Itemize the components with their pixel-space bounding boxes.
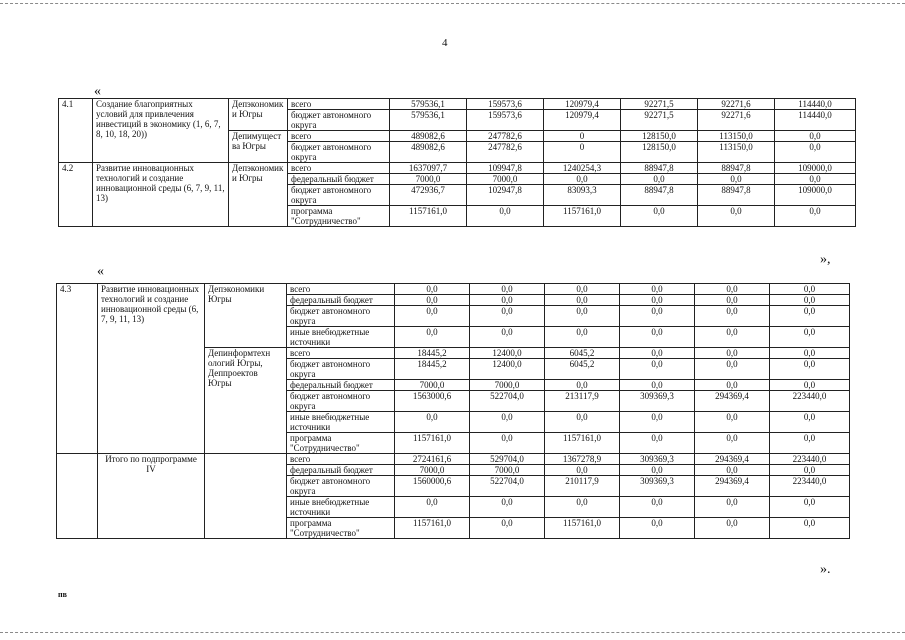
value-cell: 7000,0	[470, 380, 545, 391]
value-cell: 114440,0	[775, 99, 856, 110]
value-cell: 0,0	[620, 359, 695, 380]
value-cell: 0,0	[770, 284, 850, 295]
value-cell: 0,0	[545, 306, 620, 327]
value-cell: 0,0	[770, 433, 850, 454]
table-subprogram-measures-4-1-4-2	[58, 98, 856, 227]
value-cell: 0,0	[775, 131, 856, 142]
value-cell: 0,0	[470, 497, 545, 518]
table-subprogram-measure-4-3-and-total	[56, 283, 850, 539]
funding-source: бюджет автономного округа	[287, 359, 395, 380]
scan-bottom-edge	[0, 632, 905, 633]
value-cell: 0,0	[770, 497, 850, 518]
value-cell: 0,0	[775, 174, 856, 185]
value-cell: 120979,4	[544, 110, 621, 131]
value-cell: 0,0	[620, 433, 695, 454]
value-cell: 0,0	[545, 284, 620, 295]
table-row	[57, 454, 850, 465]
funding-source: федеральный бюджет	[287, 465, 395, 476]
value-cell: 109947,8	[467, 163, 544, 174]
value-cell: 88947,8	[621, 163, 698, 174]
value-cell: 1367278,9	[545, 454, 620, 465]
value-cell: 0,0	[695, 412, 770, 433]
opening-quote-2: «	[97, 264, 104, 279]
value-cell: 6045,2	[545, 359, 620, 380]
value-cell: 0,0	[695, 465, 770, 476]
funding-source: бюджет автономного округа	[287, 306, 395, 327]
funding-source: бюджет автономного округа	[288, 185, 390, 206]
value-cell: 0,0	[770, 359, 850, 380]
value-cell: 83093,3	[544, 185, 621, 206]
value-cell: 0,0	[770, 306, 850, 327]
value-cell: 0,0	[620, 518, 695, 539]
value-cell: 12400,0	[470, 348, 545, 359]
value-cell: 0,0	[698, 206, 775, 227]
value-cell: 0,0	[695, 497, 770, 518]
value-cell: 0,0	[470, 518, 545, 539]
value-cell: 109000,0	[775, 185, 856, 206]
value-cell: 1157161,0	[395, 433, 470, 454]
executor: Депэкономики Югры	[205, 284, 287, 348]
value-cell: 0,0	[695, 348, 770, 359]
value-cell: 0,0	[620, 306, 695, 327]
value-cell: 102947,8	[467, 185, 544, 206]
value-cell: 472936,7	[390, 185, 467, 206]
value-cell: 0,0	[620, 327, 695, 348]
value-cell: 294369,4	[695, 454, 770, 465]
value-cell: 223440,0	[770, 454, 850, 465]
funding-source: иные внебюджетные источники	[287, 412, 395, 433]
value-cell: 92271,5	[621, 110, 698, 131]
funding-source: федеральный бюджет	[288, 174, 390, 185]
opening-quote-1: «	[94, 84, 101, 99]
footer-tag: пв	[58, 590, 67, 599]
value-cell: 0,0	[770, 465, 850, 476]
table-row	[59, 163, 856, 174]
value-cell: 12400,0	[470, 359, 545, 380]
value-cell: 210117,9	[545, 476, 620, 497]
value-cell: 7000,0	[395, 380, 470, 391]
value-cell: 159573,6	[467, 110, 544, 131]
funding-source: бюджет автономного округа	[287, 476, 395, 497]
value-cell: 0,0	[698, 174, 775, 185]
value-cell: 114440,0	[775, 110, 856, 131]
row-number-empty	[57, 454, 98, 539]
funding-source: бюджет автономного округа	[288, 110, 390, 131]
table-row	[59, 99, 856, 110]
funding-source: программа "Сотрудничество"	[287, 518, 395, 539]
value-cell: 0,0	[695, 359, 770, 380]
value-cell: 113150,0	[698, 131, 775, 142]
value-cell: 0,0	[695, 518, 770, 539]
table-row	[57, 284, 850, 295]
funding-source: всего	[287, 454, 395, 465]
value-cell: 223440,0	[770, 476, 850, 497]
value-cell: 1157161,0	[544, 206, 621, 227]
value-cell: 128150,0	[621, 131, 698, 142]
value-cell: 0,0	[545, 380, 620, 391]
measure-name: Создание благоприятных условий для привлечения инвестиций в экономику (1, 6, 7, 8, 10, 18, 20))	[93, 99, 229, 163]
value-cell: 1157161,0	[390, 206, 467, 227]
value-cell: 0,0	[770, 327, 850, 348]
value-cell: 294369,4	[695, 476, 770, 497]
value-cell: 0,0	[775, 206, 856, 227]
value-cell: 6045,2	[545, 348, 620, 359]
value-cell: 0,0	[770, 518, 850, 539]
value-cell: 113150,0	[698, 142, 775, 163]
value-cell: 0,0	[545, 412, 620, 433]
value-cell: 0,0	[544, 174, 621, 185]
value-cell: 120979,4	[544, 99, 621, 110]
value-cell: 0,0	[470, 327, 545, 348]
value-cell: 309369,3	[620, 476, 695, 497]
value-cell: 0,0	[620, 284, 695, 295]
value-cell: 522704,0	[470, 391, 545, 412]
value-cell: 88947,8	[698, 185, 775, 206]
value-cell: 0,0	[620, 497, 695, 518]
executor: Депимущест ва Югры	[229, 131, 288, 163]
executor: Депинформтехн ологий Югры, Деппроектов Югры	[205, 348, 287, 454]
value-cell: 92271,6	[698, 110, 775, 131]
value-cell: 1157161,0	[395, 518, 470, 539]
funding-source: всего	[288, 99, 390, 110]
scan-top-edge	[0, 3, 905, 4]
value-cell: 0,0	[545, 295, 620, 306]
value-cell: 0,0	[770, 412, 850, 433]
value-cell: 0,0	[470, 295, 545, 306]
row-number: 4.3	[57, 284, 98, 454]
value-cell: 1157161,0	[545, 518, 620, 539]
value-cell: 0,0	[620, 295, 695, 306]
value-cell: 7000,0	[390, 174, 467, 185]
value-cell: 88947,8	[621, 185, 698, 206]
funding-source: федеральный бюджет	[287, 380, 395, 391]
funding-source: федеральный бюджет	[287, 295, 395, 306]
funding-source: бюджет автономного округа	[287, 391, 395, 412]
value-cell: 0,0	[395, 295, 470, 306]
page-number: 4	[442, 37, 448, 49]
value-cell: 7000,0	[395, 465, 470, 476]
funding-source: иные внебюджетные источники	[287, 497, 395, 518]
value-cell: 0,0	[620, 465, 695, 476]
value-cell: 579536,1	[390, 99, 467, 110]
value-cell: 0,0	[395, 306, 470, 327]
value-cell: 92271,6	[698, 99, 775, 110]
value-cell: 88947,8	[698, 163, 775, 174]
value-cell: 0,0	[695, 295, 770, 306]
value-cell: 1157161,0	[545, 433, 620, 454]
value-cell: 109000,0	[775, 163, 856, 174]
value-cell: 0,0	[395, 284, 470, 295]
executor-empty	[205, 454, 287, 539]
value-cell: 213117,9	[545, 391, 620, 412]
row-number: 4.1	[59, 99, 93, 163]
value-cell: 0	[544, 142, 621, 163]
funding-source: программа "Сотрудничество"	[287, 433, 395, 454]
value-cell: 522704,0	[470, 476, 545, 497]
value-cell: 0,0	[545, 327, 620, 348]
value-cell: 247782,6	[467, 131, 544, 142]
funding-source: иные внебюджетные источники	[287, 327, 395, 348]
value-cell: 0,0	[770, 380, 850, 391]
value-cell: 18445,2	[395, 359, 470, 380]
value-cell: 0,0	[545, 465, 620, 476]
value-cell: 294369,4	[695, 391, 770, 412]
funding-source: всего	[288, 163, 390, 174]
value-cell: 0,0	[470, 412, 545, 433]
row-number: 4.2	[59, 163, 93, 227]
value-cell: 489082,6	[390, 131, 467, 142]
value-cell: 529704,0	[470, 454, 545, 465]
value-cell: 223440,0	[770, 391, 850, 412]
value-cell: 1560000,6	[395, 476, 470, 497]
value-cell: 92271,5	[621, 99, 698, 110]
closing-quote-2: ».	[820, 562, 831, 577]
value-cell: 0,0	[395, 497, 470, 518]
value-cell: 1637097,7	[390, 163, 467, 174]
funding-source: программа "Сотрудничество"	[288, 206, 390, 227]
value-cell: 0,0	[695, 306, 770, 327]
value-cell: 0,0	[695, 433, 770, 454]
value-cell: 0,0	[775, 142, 856, 163]
value-cell: 489082,6	[390, 142, 467, 163]
value-cell: 159573,6	[467, 99, 544, 110]
value-cell: 1240254,3	[544, 163, 621, 174]
value-cell: 309369,3	[620, 391, 695, 412]
value-cell: 128150,0	[621, 142, 698, 163]
value-cell: 1563000,6	[395, 391, 470, 412]
value-cell: 18445,2	[395, 348, 470, 359]
funding-source: всего	[287, 348, 395, 359]
value-cell: 0,0	[470, 433, 545, 454]
value-cell: 0,0	[470, 284, 545, 295]
value-cell: 0,0	[395, 327, 470, 348]
value-cell: 309369,3	[620, 454, 695, 465]
value-cell: 0,0	[770, 295, 850, 306]
value-cell: 0,0	[620, 348, 695, 359]
value-cell: 0,0	[695, 327, 770, 348]
value-cell: 0,0	[470, 306, 545, 327]
value-cell: 0,0	[621, 206, 698, 227]
total-name: Итого по подпрограмме IV	[98, 454, 205, 539]
measure-name: Развитие инновационных технологий и создание инновационной среды (6, 7, 9, 11, 13)	[98, 284, 205, 454]
value-cell: 0,0	[620, 412, 695, 433]
funding-source: всего	[287, 284, 395, 295]
value-cell: 0,0	[695, 284, 770, 295]
value-cell: 7000,0	[470, 465, 545, 476]
executor: Депэкономик и Югры	[229, 99, 288, 131]
value-cell: 0,0	[545, 497, 620, 518]
measure-name: Развитие инновационных технологий и создание инновационной среды (6, 7, 9, 11, 13)	[93, 163, 229, 227]
value-cell: 0,0	[621, 174, 698, 185]
value-cell: 0,0	[770, 348, 850, 359]
executor: Депэкономик и Югры	[229, 163, 288, 227]
value-cell: 0,0	[395, 412, 470, 433]
value-cell: 0,0	[695, 380, 770, 391]
value-cell: 0	[544, 131, 621, 142]
value-cell: 0,0	[467, 206, 544, 227]
value-cell: 579536,1	[390, 110, 467, 131]
funding-source: бюджет автономного округа	[288, 142, 390, 163]
closing-quote-1: »,	[820, 252, 831, 267]
value-cell: 2724161,6	[395, 454, 470, 465]
value-cell: 247782,6	[467, 142, 544, 163]
funding-source: всего	[288, 131, 390, 142]
value-cell: 0,0	[620, 380, 695, 391]
value-cell: 7000,0	[467, 174, 544, 185]
